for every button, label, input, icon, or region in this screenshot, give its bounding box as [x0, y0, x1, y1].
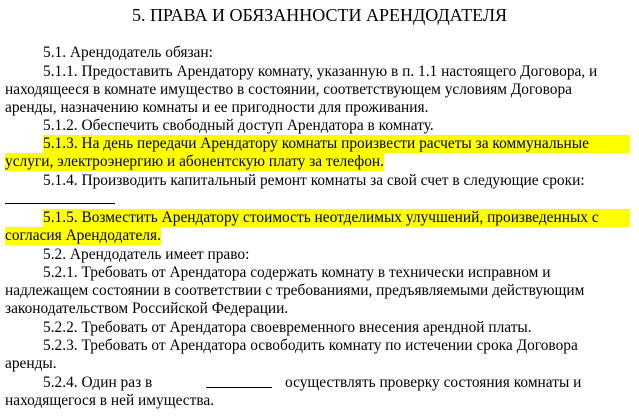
clause-5-1-1-cont-1: находящееся в комнате имущество в состоянии, соответствующем условиям Договора — [5, 81, 572, 98]
clause-5-1: 5.1. Арендодатель обязан: — [43, 44, 213, 61]
section-title: 5. ПРАВА И ОБЯЗАННОСТИ АРЕНДОДАТЕЛЯ — [131, 5, 508, 25]
fill-in-blank — [5, 190, 115, 204]
clause-5-1-4: 5.1.4. Производить капитальный ремонт комнаты за свой счет в следующие сроки: — [43, 172, 585, 189]
clause-5-2-3: 5.2.3. Требовать от Арендатора освободить комнату по истечении срока Договора — [43, 337, 578, 354]
clause-5-2-3-cont: аренды. — [5, 355, 57, 372]
clause-5-2-1: 5.2.1. Требовать от Арендатора содержать комнату в технически исправном и — [43, 264, 551, 281]
clause-5-2-1-cont-2: законодательством Российской Федерации. — [5, 300, 289, 317]
clause-5-2-2: 5.2.2. Требовать от Арендатора своевременного внесения арендной платы. — [43, 319, 532, 336]
clause-5-1-3-cont-highlighted: услуги, электроэнергию и абонентскую плату за телефон. — [5, 153, 384, 170]
clause-5-1-2: 5.1.2. Обеспечить свободный доступ Арендатора в комнату. — [43, 117, 434, 134]
clause-5-2-4-cont: находящегося в ней имущества. — [5, 392, 215, 409]
clause-5-1-4-blank-line — [5, 190, 115, 209]
fill-in-blank-period — [206, 374, 272, 388]
clause-5-1-1: 5.1.1. Предоставить Арендатору комнату, указанную в п. 1.1 настоящего Договора, и — [43, 63, 598, 80]
clause-5-2-4-end: осуществлять проверку состояния комнаты и — [285, 374, 582, 391]
clause-5-1-5-cont-highlighted: согласия Арендодателя. — [5, 227, 161, 244]
clause-5-2-1-cont-1: надлежащем состоянии в соответствии с требованиями, предъявляемыми действующим — [5, 282, 585, 299]
clause-5-1-5-highlighted: 5.1.5. Возместить Арендатору стоимость неотделимых улучшений, произведенных с — [43, 209, 630, 227]
clause-5-1-1-cont-2: аренды, назначению комнаты и ее пригодности для проживания. — [5, 99, 429, 116]
clause-5-1-3-highlighted: 5.1.3. На день передачи Арендатору комнаты произвести расчеты за коммунальные — [43, 135, 630, 153]
clause-5-2-4-start: 5.2.4. Один раз в — [43, 374, 153, 391]
clause-5-2: 5.2. Арендодатель имеет право: — [43, 246, 250, 263]
